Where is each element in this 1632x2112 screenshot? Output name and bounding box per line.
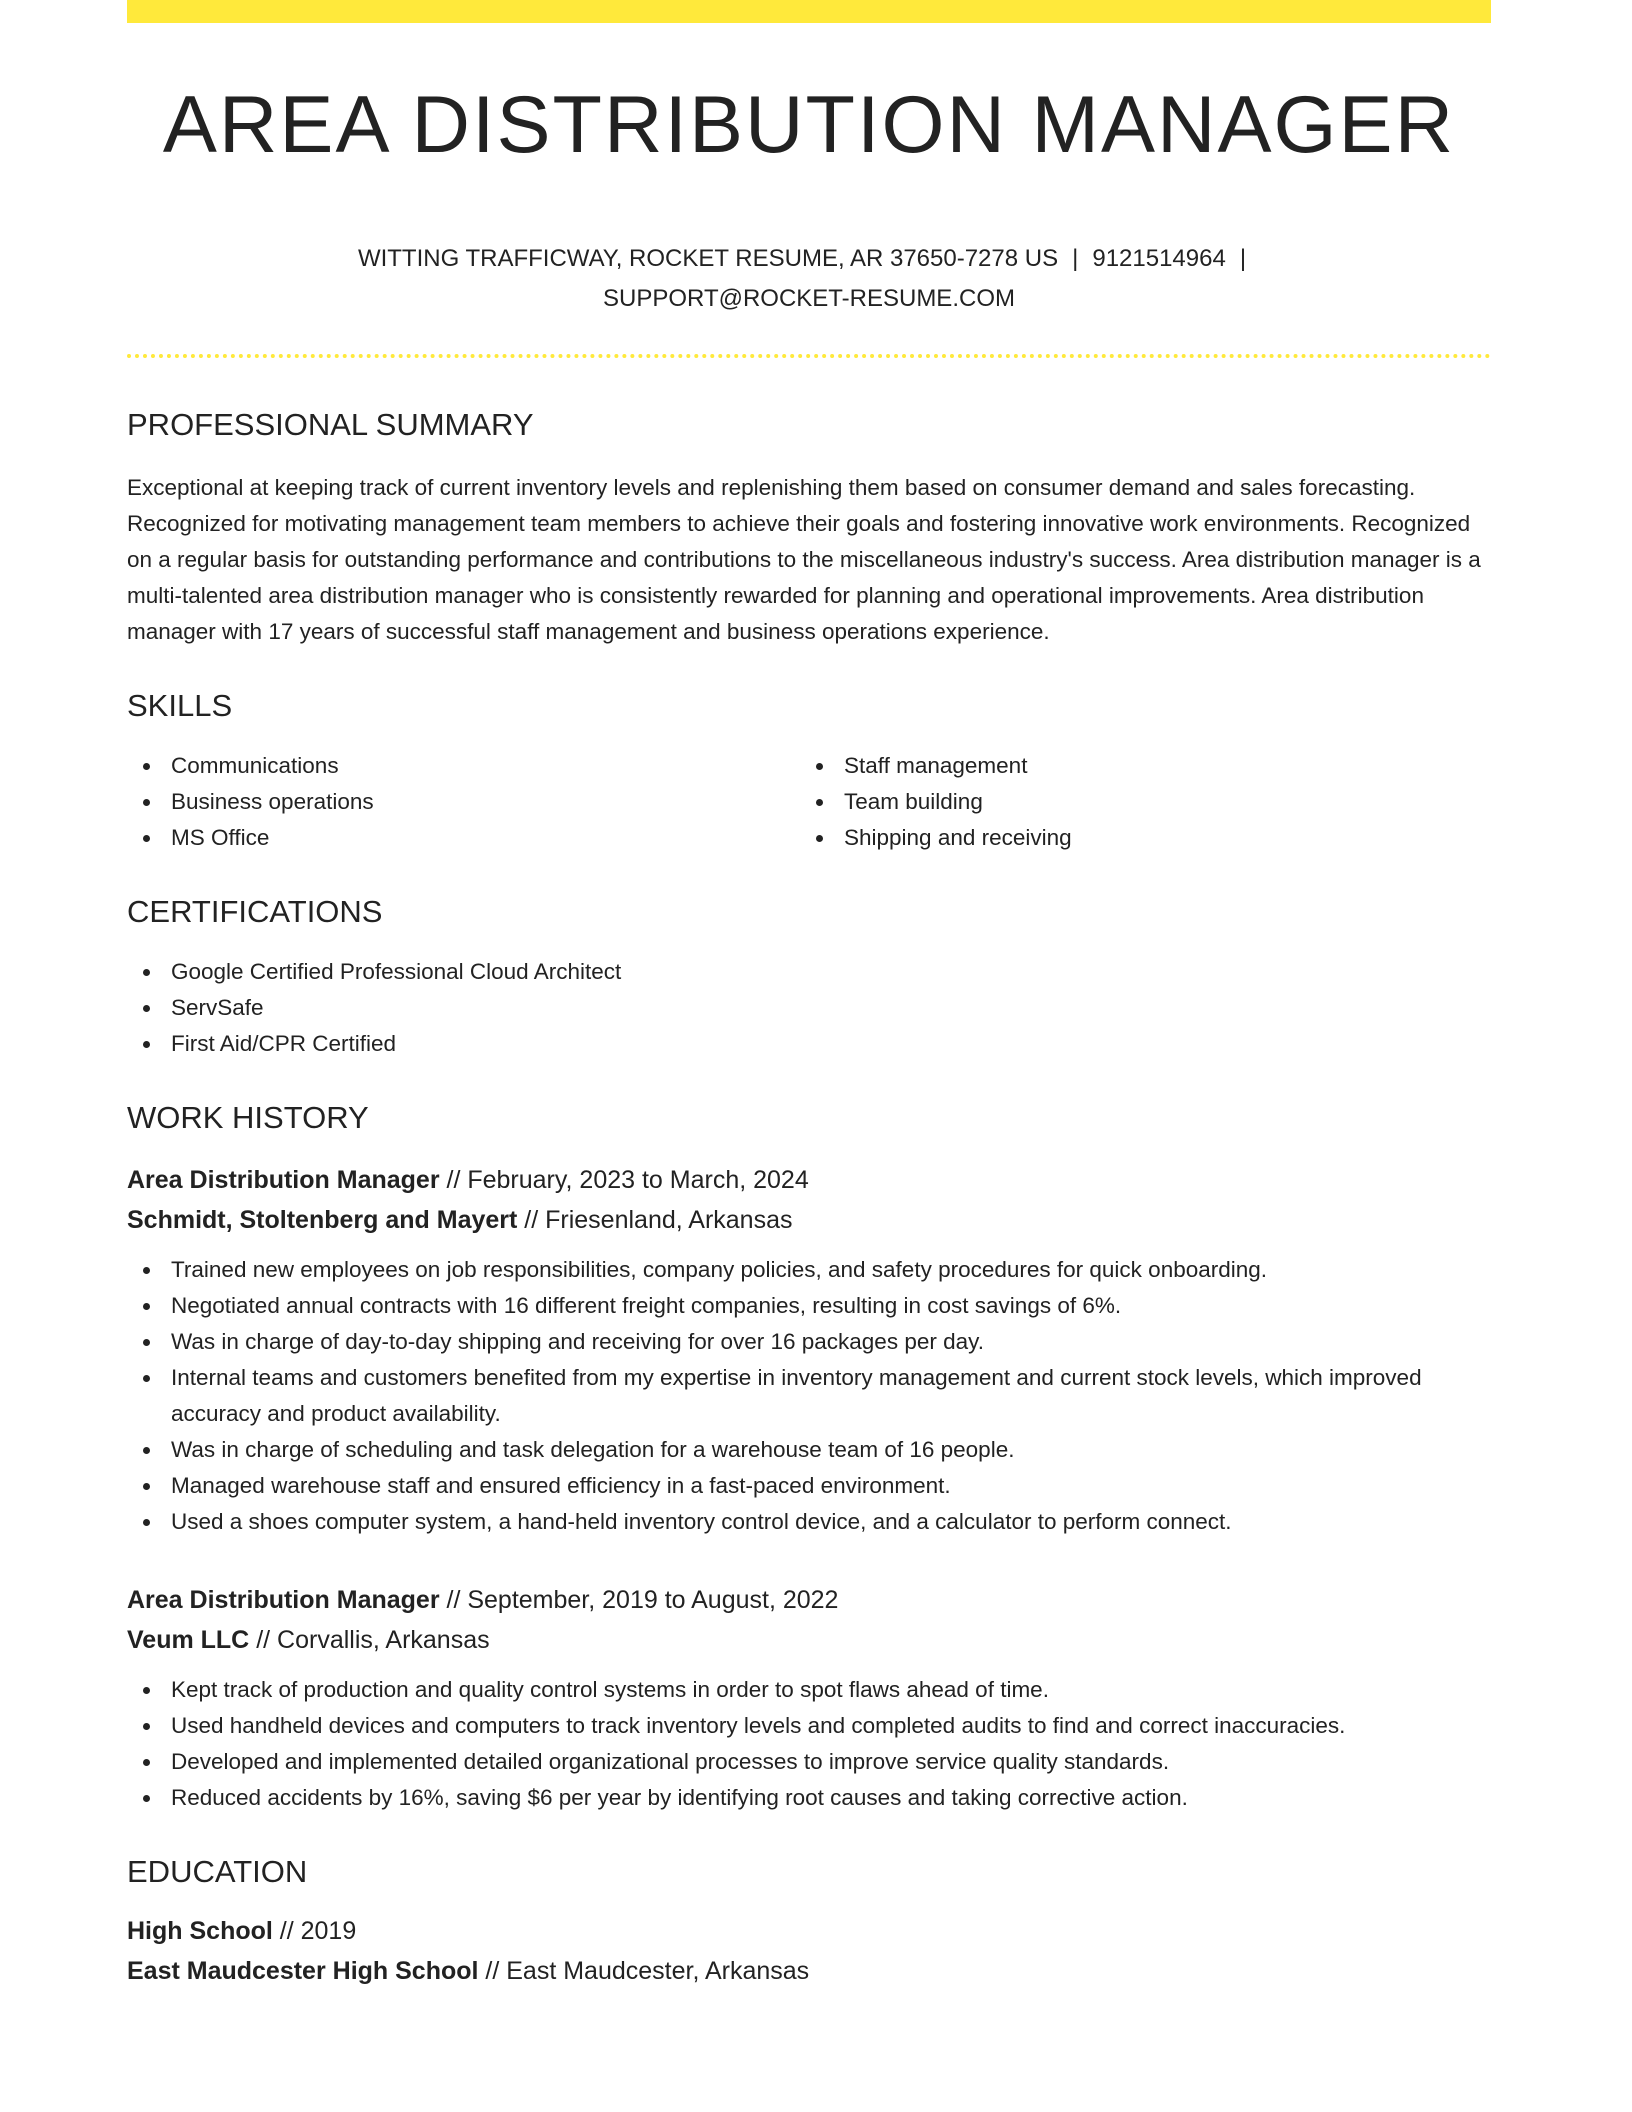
skill-item: Staff management: [800, 748, 1473, 784]
skills-list: [127, 748, 1491, 856]
degree-line: [127, 1911, 1491, 1951]
skill-item: MS Office: [127, 820, 800, 856]
duty-item: Negotiated annual contracts with 16 different freight companies, resulting in cost savings of 6%.: [127, 1288, 1491, 1324]
skills-heading: SKILLS: [127, 688, 233, 723]
certification-item: ServSafe: [127, 990, 1491, 1026]
top-accent-bar: [127, 0, 1491, 23]
resume-title: AREA DISTRIBUTION MANAGER: [162, 80, 1456, 170]
duty-item: Used a shoes computer system, a hand-held inventory control device, and a calculator to perform connect.: [127, 1504, 1491, 1540]
duty-item: Reduced accidents by 16%, saving $6 per year by identifying root causes and taking corrective action.: [127, 1780, 1491, 1816]
company-name: Schmidt, Stoltenberg and Mayert: [127, 1206, 518, 1234]
job-company-line: [127, 1620, 1491, 1660]
duty-item: Internal teams and customers benefited from my expertise in inventory management and current stock levels, which improved accuracy and product availability.: [127, 1360, 1491, 1432]
degree: High School: [127, 1917, 273, 1945]
phone: 9121514964: [1092, 245, 1226, 272]
contact-line-2: [127, 279, 1491, 319]
duty-item: Developed and implemented detailed organizational processes to improve service quality standards.: [127, 1744, 1491, 1780]
job-dates: // September, 2019 to August, 2022: [439, 1586, 839, 1614]
school-line: [127, 1951, 1491, 1991]
job-duties: [127, 1252, 1491, 1540]
duty-item: Used handheld devices and computers to track inventory levels and completed audits to find and correct inaccuracies.: [127, 1708, 1491, 1744]
duty-item: Trained new employees on job responsibilities, company policies, and safety procedures for quick onboarding.: [127, 1252, 1491, 1288]
duty-item: Was in charge of day-to-day shipping and receiving for over 16 packages per day.: [127, 1324, 1491, 1360]
job-duties: [127, 1672, 1491, 1816]
address: WITTING TRAFFICWAY, ROCKET RESUME, AR 37650-7278 US: [357, 245, 1059, 272]
skill-item: Shipping and receiving: [800, 820, 1473, 856]
duty-item: Managed warehouse staff and ensured efficiency in a fast-paced environment.: [127, 1468, 1491, 1504]
skill-item: Business operations: [127, 784, 800, 820]
contact-line-1: [127, 239, 1491, 279]
skills-column-right: [800, 748, 1473, 856]
school-name: East Maudcester High School: [127, 1957, 479, 1985]
skill-item: Team building: [800, 784, 1473, 820]
summary-text: Exceptional at keeping track of current inventory levels and replenishing them based on consumer demand and sales forecasting. Recognized for motivating management team members to achieve their goals and fostering innovative work environments. Recognized on a regular basis for outstanding performance and contributions to the miscellaneous industry's success. Area distribution manager is a multi-talented area distribution manager who is consistently rewarded for planning and operational improvements. Area distribution manager with 17 years of successful staff management and business operations experience.: [127, 475, 1481, 644]
duty-item: Kept track of production and quality control systems in order to spot flaws ahead of time.: [127, 1672, 1491, 1708]
contact-separator: |: [1239, 245, 1247, 272]
company-name: Veum LLC: [127, 1626, 250, 1654]
job-title-line: [127, 1160, 1491, 1200]
job-title: Area Distribution Manager: [127, 1166, 440, 1194]
job-title: Area Distribution Manager: [127, 1586, 440, 1614]
duty-item: Was in charge of scheduling and task delegation for a warehouse team of 16 people.: [127, 1432, 1491, 1468]
resume-page: [127, 0, 1491, 1991]
education-heading: EDUCATION: [127, 1854, 308, 1889]
school-location: // East Maudcester, Arkansas: [478, 1957, 810, 1985]
email[interactable]: SUPPORT@ROCKET-RESUME.COM: [603, 285, 1015, 312]
job-entry: [127, 1160, 1491, 1540]
certifications-heading: CERTIFICATIONS: [127, 894, 383, 929]
job-location: // Corvallis, Arkansas: [249, 1626, 490, 1654]
certifications-list: [127, 954, 1491, 1062]
contact-info: [127, 239, 1491, 319]
summary-heading: PROFESSIONAL SUMMARY: [127, 407, 534, 442]
job-title-line: [127, 1580, 1491, 1620]
job-dates: // February, 2023 to March, 2024: [439, 1166, 809, 1194]
dotted-divider: [127, 354, 1491, 358]
skills-column-left: [127, 748, 800, 856]
education-entry: [127, 1911, 1491, 1991]
certification-item: Google Certified Professional Cloud Architect: [127, 954, 1491, 990]
certification-item: First Aid/CPR Certified: [127, 1026, 1491, 1062]
contact-separator: |: [1072, 245, 1079, 272]
work-history-heading: WORK HISTORY: [127, 1100, 369, 1135]
job-location: // Friesenland, Arkansas: [517, 1206, 793, 1234]
job-company-line: [127, 1200, 1491, 1240]
skill-item: Communications: [127, 748, 800, 784]
graduation-year: // 2019: [272, 1917, 357, 1945]
job-entry: [127, 1580, 1491, 1816]
